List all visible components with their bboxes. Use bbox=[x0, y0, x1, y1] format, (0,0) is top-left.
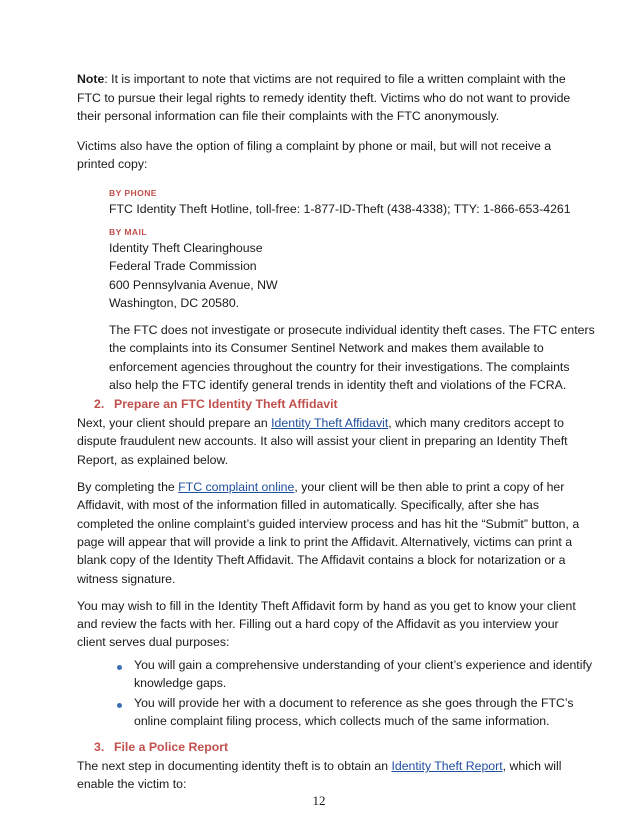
s2-p3-line-1: You may wish to fill in the Identity Theft Affidavit form by hand as you get to know your client bbox=[77, 599, 576, 613]
by-phone-label: BY PHONE bbox=[109, 188, 157, 198]
s2-p3-line-2: and review the facts with her. Filling out a hard copy of the Affidavit as you interview your bbox=[77, 617, 559, 631]
ftc-line-2: the complaints into its Consumer Sentinel Network and makes them available to bbox=[109, 341, 544, 355]
s3-line-2: enable the victim to: bbox=[77, 777, 187, 791]
identity-theft-report-link[interactable]: Identity Theft Report bbox=[391, 759, 503, 773]
section-2-number: 2. bbox=[94, 397, 105, 411]
s2-p2-line-3: completed the online complaint’s guided interview process and has hit the “Submit” button, a bbox=[77, 517, 580, 531]
s2-p2-line-6: witness signature. bbox=[77, 572, 176, 586]
s2-p2-line-4: page will appear that will provide a link to print the Affidavit. Alternatively, victims can print a bbox=[77, 535, 573, 549]
address-line-3: 600 Pennsylvania Avenue, NW bbox=[109, 278, 278, 292]
bullet-2-line-1: You will provide her with a document to reference as she goes through the FTC’s bbox=[134, 696, 574, 710]
by-phone-text: FTC Identity Theft Hotline, toll-free: 1-877-ID-Theft (438-4338); TTY: 1-866-653-4261 bbox=[109, 202, 571, 216]
alt-line-1: Victims also have the option of filing a complaint by phone or mail, but will not receive a bbox=[77, 139, 552, 153]
identity-theft-affidavit-link[interactable]: Identity Theft Affidavit bbox=[271, 416, 389, 430]
page-number: 12 bbox=[312, 793, 326, 808]
alt-line-2: printed copy: bbox=[77, 157, 148, 171]
section-2-heading bbox=[94, 397, 338, 411]
bullet-2-icon bbox=[117, 703, 122, 708]
note-line-2: FTC to pursue their legal rights to remedy identity theft. Victims who do not want to provide bbox=[77, 91, 571, 105]
by-mail-label: BY MAIL bbox=[109, 227, 147, 237]
section-3-number: 3. bbox=[94, 740, 105, 754]
address-line-1: Identity Theft Clearinghouse bbox=[109, 241, 263, 255]
s2-p2-line-5: blank copy of the Identity Theft Affidavit. The Affidavit contains a block for notarization or a bbox=[77, 553, 566, 567]
bullet-2-line-2: online complaint filing process, which collects much of the same information. bbox=[134, 714, 550, 728]
ftc-line-4: also help the FTC identify general trends in identity theft and violations of the FCRA. bbox=[109, 378, 567, 392]
s2-p2-line-1: By completing the FTC complaint online, your client will be then able to print a copy of her bbox=[77, 480, 565, 494]
ftc-line-1: The FTC does not investigate or prosecute individual identity theft cases. The FTC enters bbox=[109, 323, 595, 337]
s2-p1-line-2: dispute fraudulent new accounts. It also will assist your client in preparing an Identity Theft bbox=[77, 434, 568, 448]
bullet-1-icon bbox=[117, 665, 122, 670]
address-line-4: Washington, DC 20580. bbox=[109, 296, 240, 310]
s2-p3-line-3: client serves dual purposes: bbox=[77, 635, 230, 649]
ftc-complaint-online-link[interactable]: FTC complaint online bbox=[178, 480, 295, 494]
section-3-heading bbox=[94, 740, 228, 754]
s2-p1-line-1: Next, your client should prepare an Identity Theft Affidavit, which many creditors accept to bbox=[77, 416, 564, 430]
s2-p1-line-3: Report, as explained below. bbox=[77, 453, 229, 467]
note-line-3: their personal information can file their complaints with the FTC anonymously. bbox=[77, 109, 500, 123]
s3-line-1: The next step in documenting identity theft is to obtain an Identity Theft Report, which will bbox=[77, 759, 562, 773]
bullet-1-line-1: You will gain a comprehensive understanding of your client’s experience and identify bbox=[134, 658, 593, 672]
note-line-1: Note: It is important to note that victims are not required to file a written complaint with the bbox=[77, 72, 566, 86]
ftc-line-3: enforcement agencies throughout the country for their investigations. The complaints bbox=[109, 360, 570, 374]
section-2-title: Prepare an FTC Identity Theft Affidavit bbox=[114, 397, 338, 411]
address-line-2: Federal Trade Commission bbox=[109, 259, 257, 273]
s2-p2-line-2: Affidavit, with most of the information filled in automatically. Specifically, after she has bbox=[77, 498, 540, 512]
bullet-1-line-2: knowledge gaps. bbox=[134, 676, 227, 690]
note-label: Note bbox=[77, 72, 105, 86]
section-3-title: File a Police Report bbox=[114, 740, 229, 754]
